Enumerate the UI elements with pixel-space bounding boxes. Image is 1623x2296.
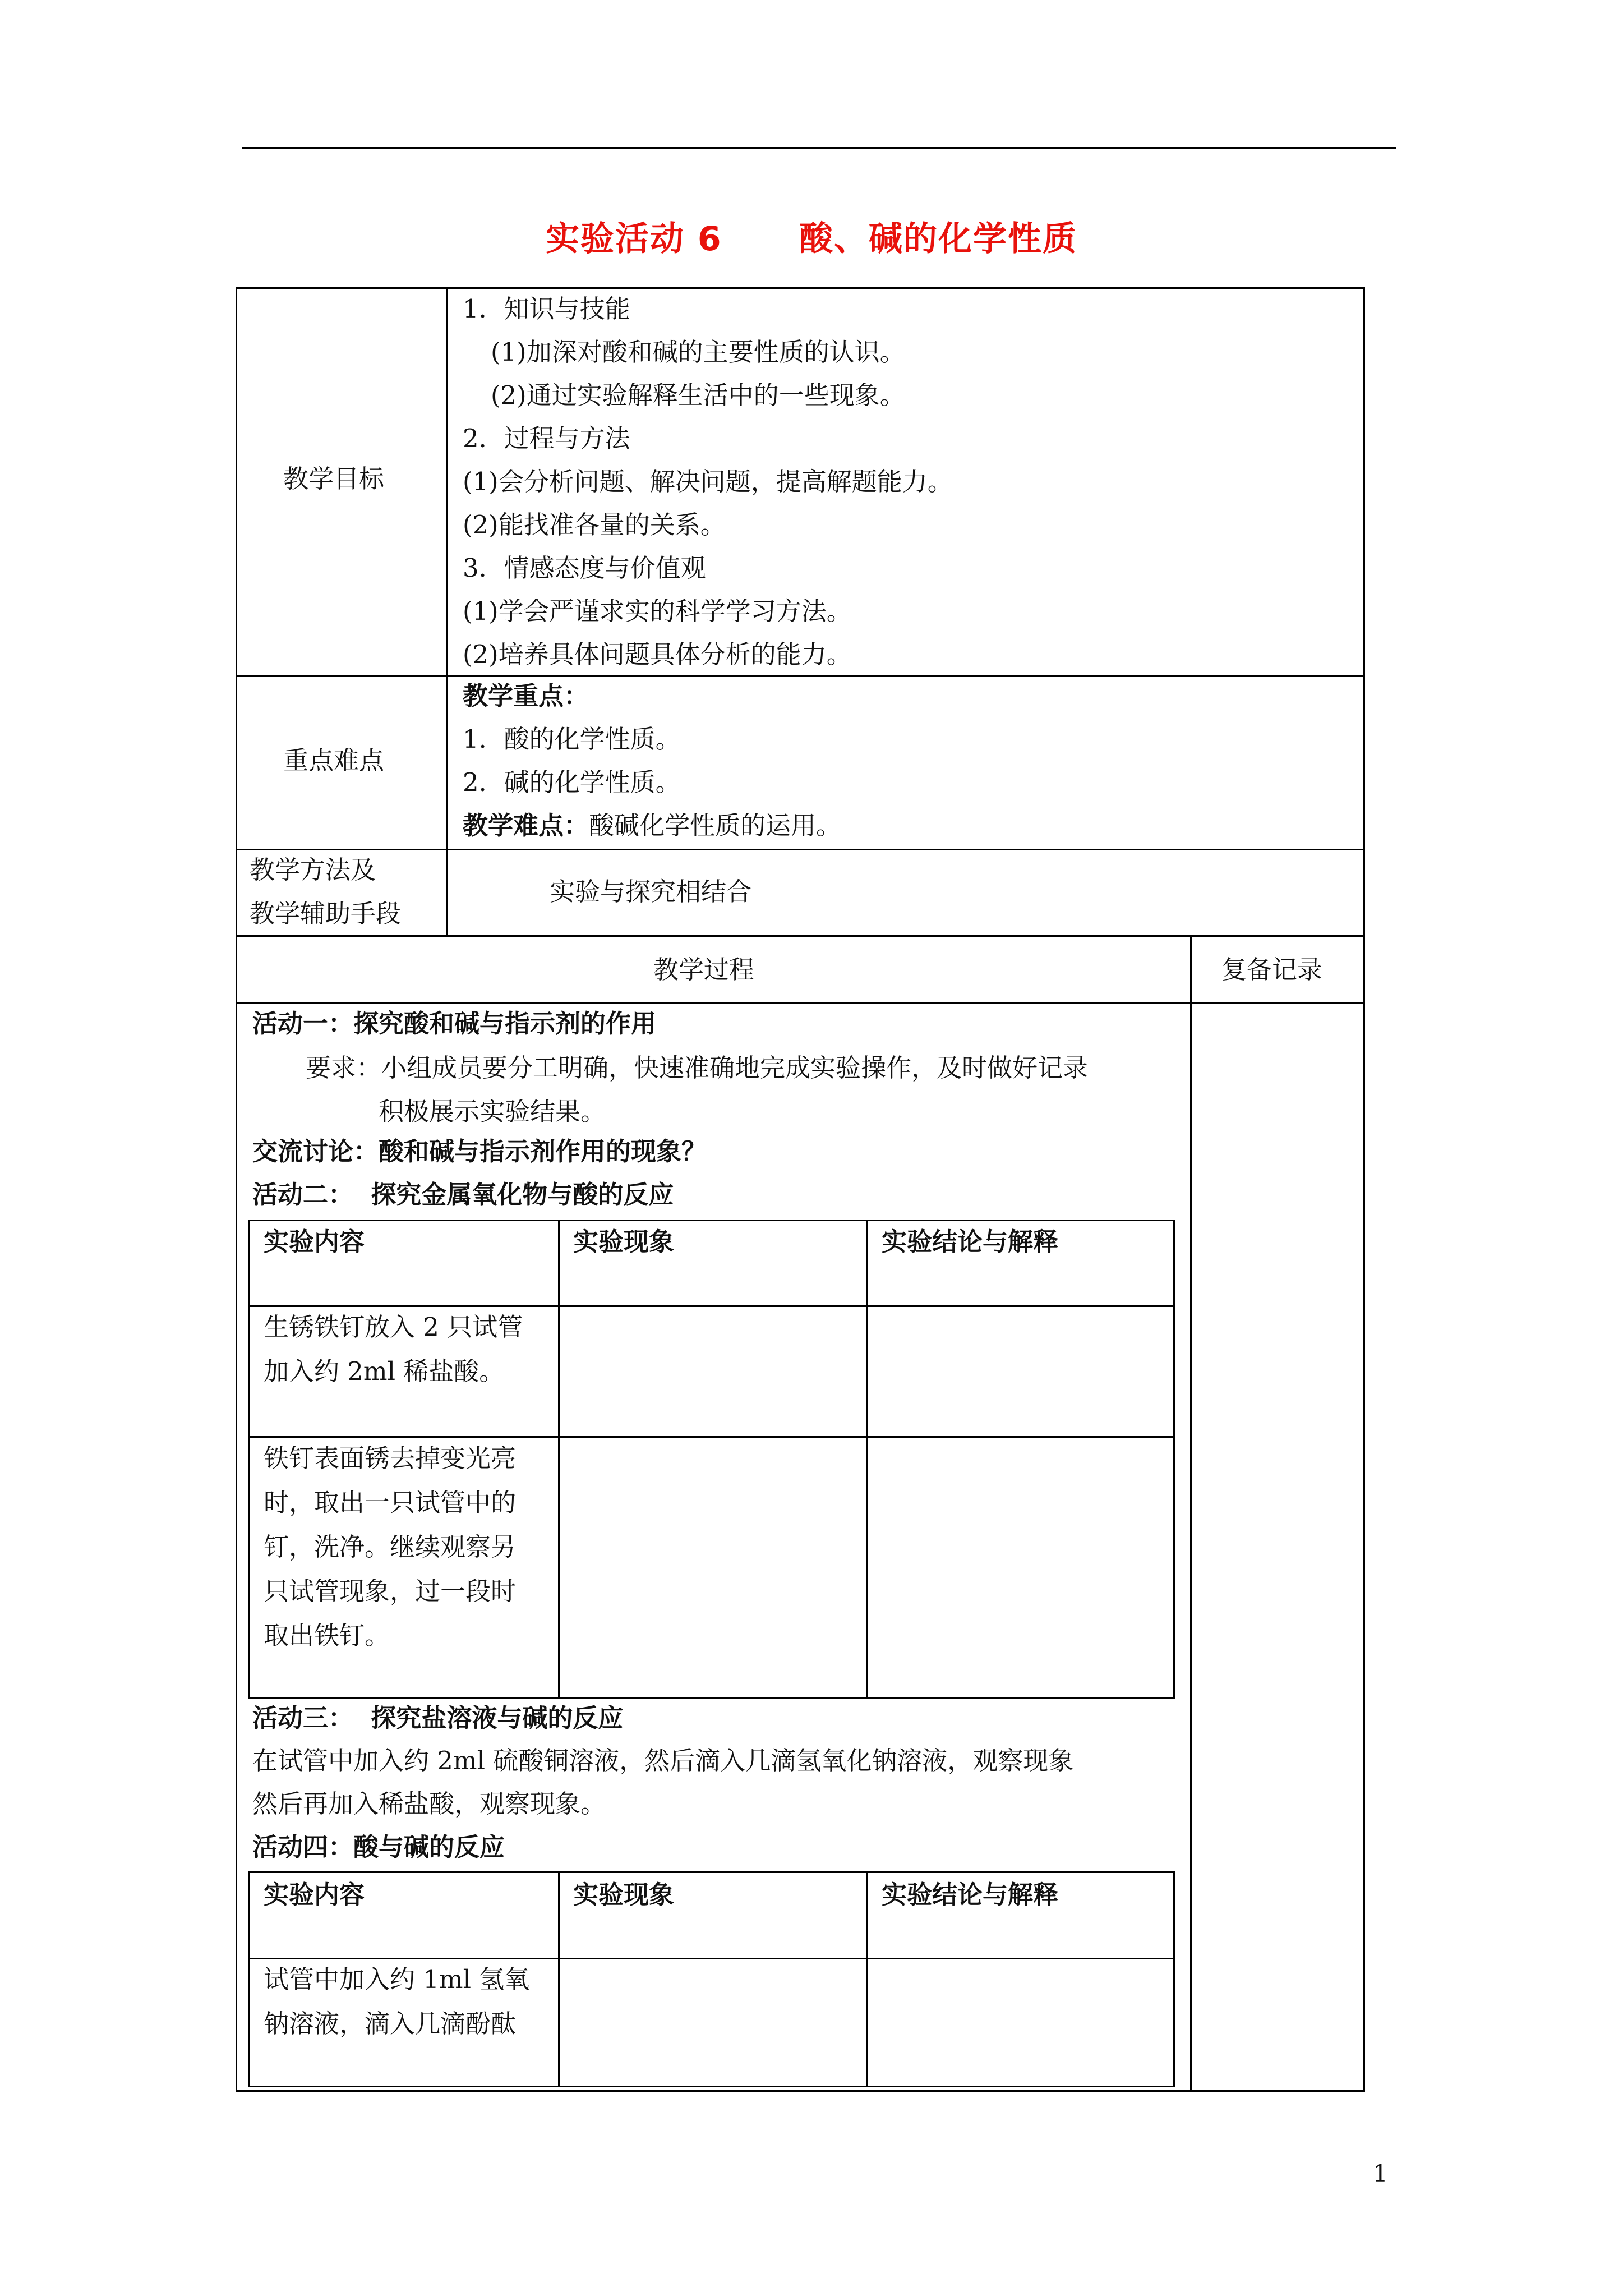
- activity3-line1-wrap: [252, 1748, 1188, 1782]
- notes-column-divider: [1190, 935, 1192, 2092]
- difficulty-text: 酸碱化学性质的运用。: [589, 811, 842, 840]
- inner-table-border: [248, 1220, 1175, 1221]
- table-header-conclusion: 实验结论与解释: [882, 1880, 1059, 1910]
- objective-line: (2)培养具体问题具体分析的能力。: [463, 639, 852, 669]
- table-cell-line: 加入约 2ml 稀盐酸。: [264, 1356, 505, 1386]
- inner-table-border: [558, 1220, 560, 1699]
- table-border-bottom: [236, 2090, 1365, 2092]
- inner-table-border: [248, 1697, 1175, 1699]
- difficulty-line: [463, 813, 841, 838]
- objective-line: 1．知识与技能: [463, 294, 630, 324]
- table-cell-line: 试管中加入约 1ml 氢氧: [264, 1967, 530, 1994]
- row-divider: [236, 849, 1365, 850]
- table-cell-line: 钠溶液，滴入几滴酚酞: [264, 2009, 517, 2039]
- notes-header: 复备记录: [1221, 955, 1323, 984]
- row-divider: [236, 1002, 1365, 1004]
- row-label-objectives: 教学目标: [283, 464, 385, 494]
- objective-line: (1)学会严谨求实的科学学习方法。: [463, 596, 852, 626]
- inner-table-border: [248, 2086, 1175, 2087]
- objective-line: 2．过程与方法: [463, 424, 630, 453]
- objective-line: (2)通过实验解释生活中的一些现象。: [491, 380, 905, 410]
- table-header-phenomenon: 实验现象: [573, 1880, 675, 1910]
- process-header: 教学过程: [653, 955, 755, 984]
- table-cell-line: 钉，洗净。继续观察另: [264, 1532, 517, 1562]
- discussion-line: 交流讨论：酸和碱与指示剂作用的现象？: [252, 1137, 707, 1166]
- inner-table-border: [248, 1871, 1175, 1873]
- row-label-methods-line2: 教学辅助手段: [250, 899, 402, 928]
- table-cell-line: 铁钉表面锈去掉变光亮: [264, 1446, 517, 1473]
- row-divider: [236, 675, 1365, 677]
- table-border-top: [236, 287, 1365, 289]
- activity3-line2: 然后再加入稀盐酸，观察现象。: [252, 1789, 606, 1819]
- table-row: [264, 1967, 555, 2079]
- table-border-left: [236, 287, 237, 2092]
- table-cell-line: 时，取出一只试管中的: [264, 1488, 517, 1517]
- difficulty-label: 教学难点：: [463, 811, 589, 840]
- row-label-keypoints: 重点难点: [283, 746, 385, 775]
- table-border-right: [1363, 287, 1365, 2092]
- methods-text: 实验与探究相结合: [550, 877, 752, 907]
- inner-table-border: [248, 1305, 1175, 1307]
- inner-table-border: [248, 1871, 250, 2087]
- inner-table-border: [866, 1220, 868, 1699]
- activity3-title: 活动三： 探究盐溶液与碱的反应: [252, 1703, 624, 1733]
- inner-table-border: [248, 1958, 1175, 1959]
- inner-table-border: [866, 1871, 868, 2087]
- objective-line: (2)能找准各量的关系。: [463, 510, 726, 540]
- keypoint-item: 2．碱的化学性质。: [463, 767, 681, 797]
- page-number: 1: [1373, 2160, 1388, 2187]
- table-header-conclusion: 实验结论与解释: [882, 1227, 1059, 1257]
- table-cell-line: 取出铁钉。: [264, 1621, 390, 1650]
- activity1-requirement-line1: 要求：小组成员要分工明确，快速准确地完成实验操作，及时做好记录: [306, 1053, 1089, 1083]
- objective-line: 3．情感态度与价值观: [463, 553, 706, 583]
- activity3-line1: 在试管中加入约 2ml 硫酸铜溶液，然后滴入几滴氢氧化钠溶液，观察现象: [252, 1748, 1074, 1775]
- activity4-title: 活动四：酸与碱的反应: [252, 1832, 505, 1862]
- activity1-title: 活动一：探究酸和碱与指示剂的作用: [252, 1009, 657, 1038]
- objective-line: (1)加深对酸和碱的主要性质的认识。: [491, 337, 905, 367]
- page-title: 实验活动 6 酸、碱的化学性质: [546, 219, 1077, 259]
- inner-table-border: [1173, 1871, 1175, 2087]
- keypoint-item: 1．酸的化学性质。: [463, 724, 681, 754]
- activity1-requirement-line2: 积极展示实验结果。: [379, 1097, 606, 1126]
- activity2-title: 活动二： 探究金属氧化物与酸的反应: [252, 1180, 674, 1209]
- table-header-content: 实验内容: [264, 1227, 365, 1257]
- keypoints-heading: 教学重点：: [463, 681, 589, 711]
- table-cell-line: 只试管现象，过一段时: [264, 1576, 517, 1606]
- inner-table-border: [248, 1436, 1175, 1438]
- table-cell-line: 生锈铁钉放入 2 只试管: [264, 1312, 523, 1342]
- table-header-content: 实验内容: [264, 1880, 365, 1910]
- header-rule: [242, 147, 1396, 149]
- row-label-methods-line1: 教学方法及: [250, 855, 376, 885]
- label-column-divider: [446, 287, 448, 936]
- table-header-phenomenon: 实验现象: [573, 1227, 675, 1257]
- table-row: [264, 1446, 555, 1692]
- objective-line: (1)会分析问题、解决问题，提高解题能力。: [463, 467, 953, 496]
- row-divider: [236, 935, 1365, 937]
- inner-table-border: [1173, 1220, 1175, 1699]
- inner-table-border: [558, 1871, 560, 2087]
- inner-table-border: [248, 1220, 250, 1699]
